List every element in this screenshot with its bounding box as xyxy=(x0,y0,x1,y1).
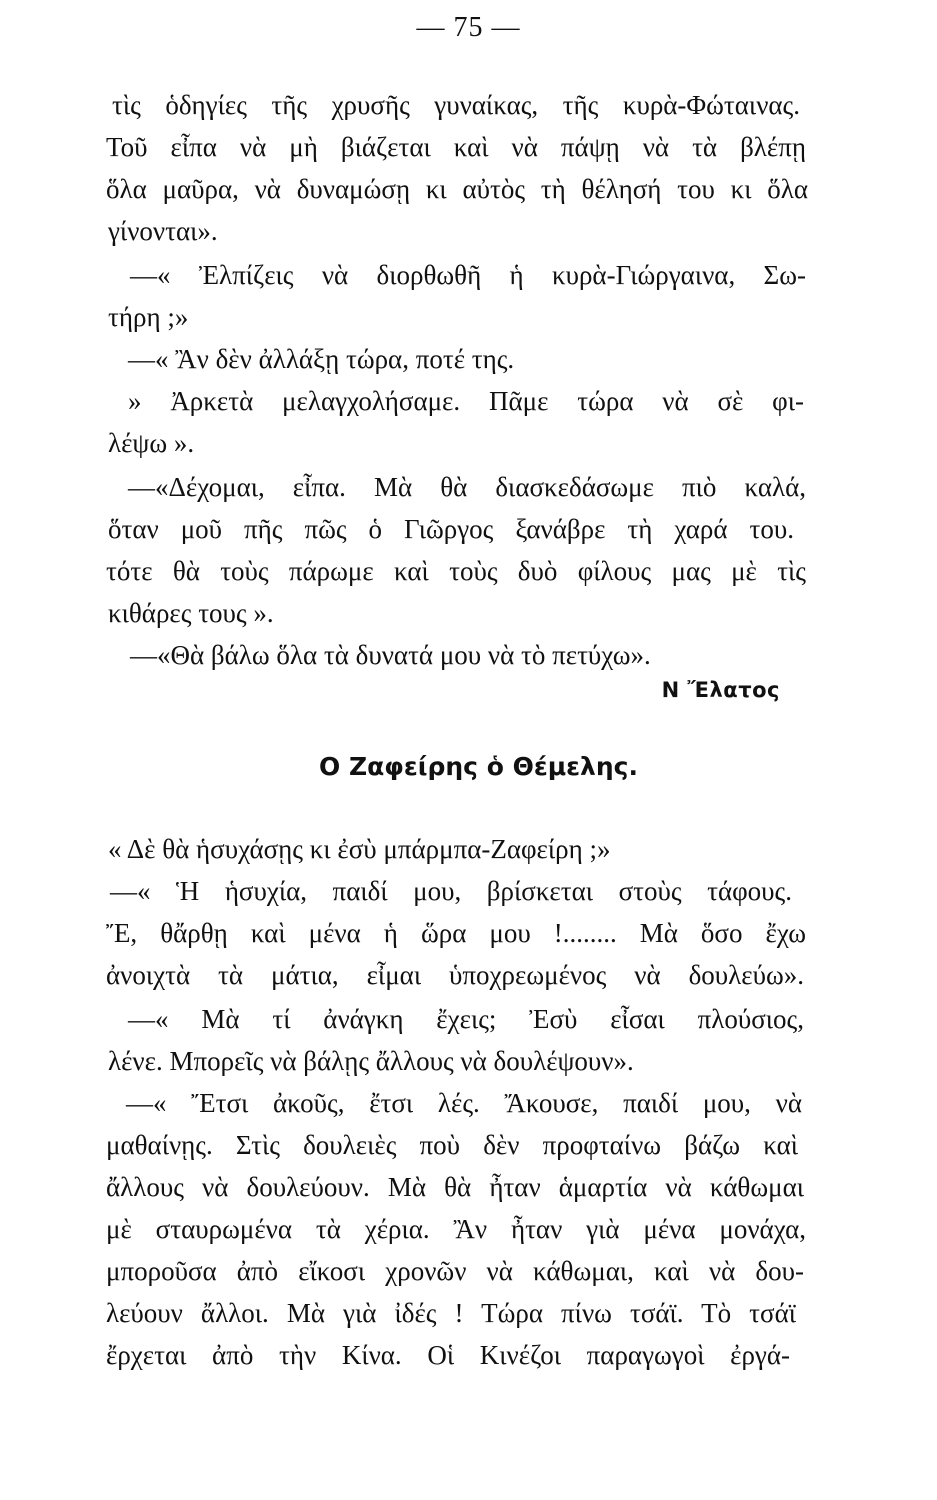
text-line: —«Θὰ βάλω ὅλα τὰ δυνατά μου νὰ τὸ πετύχω». xyxy=(130,640,651,670)
page-number: — 75 — xyxy=(416,12,521,43)
text-line: « Δὲ θὰ ἡσυχάσῃς κι ἐσὺ μπάρμπα-Ζαφείρη ;» xyxy=(108,834,611,864)
text-line: ὅλα μαῦρα, νὰ δυναμώσῃ κι αὐτὸς τὴ θέλησή του κι ὅλα xyxy=(106,174,808,204)
text-line: —« Ἡ ἡσυχία, παιδί μου, βρίσκεται στοὺς τάφους. xyxy=(110,876,792,906)
text-line: —« Μὰ τί ἀνάγκη ἔχεις; Ἐσὺ εἶσαι πλούσιος, xyxy=(128,1004,804,1034)
text-line: μαθαίνῃς. Στὶς δουλειὲς ποὺ δὲν προφταίνω βάζω καὶ xyxy=(106,1130,798,1160)
text-line: —«Δέχομαι, εἶπα. Μὰ θὰ διασκεδάσωμε πιὸ καλά, xyxy=(128,472,806,502)
text-line: Ἔ, θἄρθῃ καὶ μένα ἡ ὥρα μου !........ Μὰ ὅσο ἔχω xyxy=(106,918,806,948)
text-line: τήρη ;» xyxy=(108,302,189,332)
text-line: μὲ σταυρωμένα τὰ χέρια. Ἂν ἦταν γιὰ μένα μονάχα, xyxy=(106,1214,806,1244)
text-line: μποροῦσα ἀπὸ εἴκοσι χρονῶν νὰ κάθωμαι, καὶ νὰ δου- xyxy=(106,1256,804,1286)
text-line: γίνονται». xyxy=(108,216,218,246)
text-line: —« Ἐλπίζεις νὰ διορθωθῆ ἡ κυρὰ-Γιώργαινα, Σω- xyxy=(130,260,806,290)
text-line: τὶς ὁδηγίες τῆς χρυσῆς γυναίκας, τῆς κυρὰ-Φώταινας. xyxy=(112,90,800,120)
text-line: —« Ἔτσι ἀκοῦς, ἔτσι λές. Ἄκουσε, παιδί μου, νὰ xyxy=(126,1088,802,1118)
text-line: Τοῦ εἶπα νὰ μὴ βιάζεται καὶ νὰ πάψῃ νὰ τὰ βλέπῃ xyxy=(106,132,806,162)
text-line: κιθάρες τους ». xyxy=(108,598,274,628)
text-line: λεύουν ἄλλοι. Μὰ γιὰ ἰδές ! Τώρα πίνω τσάϊ. Τὸ τσάϊ xyxy=(106,1298,796,1328)
text-line: ὅταν μοῦ πῆς πῶς ὁ Γιῶργος ξανάβρε τὴ χαρά του. xyxy=(108,514,794,544)
text-line: λένε. Μπορεῖς νὰ βάλῃς ἄλλους νὰ δουλέψουν». xyxy=(108,1046,634,1076)
author-signature: Ν Ἔλατος xyxy=(661,678,780,702)
text-line: —« Ἂν δὲν ἀλλάξῃ τώρα, ποτέ της. xyxy=(128,344,515,374)
section-title: Ο Ζαφείρης ὁ Θέμελης. xyxy=(319,752,638,781)
text-line: ἄλλους νὰ δουλεύουν. Μὰ θὰ ἦταν ἁμαρτία νὰ κάθωμαι xyxy=(106,1172,804,1202)
text-line: » Ἀρκετὰ μελαγχολήσαμε. Πᾶμε τώρα νὰ σὲ φι- xyxy=(128,386,804,416)
text-line: ἔρχεται ἀπὸ τὴν Κίνα. Οἱ Κινέζοι παραγωγοὶ ἐργά- xyxy=(106,1340,790,1370)
text-line: τότε θὰ τοὺς πάρωμε καὶ τοὺς δυὸ φίλους μας μὲ τὶς xyxy=(106,556,806,586)
text-line: λέψω ». xyxy=(108,428,195,458)
text-line: ἀνοιχτὰ τὰ μάτια, εἶμαι ὑποχρεωμένος νὰ δουλεύω». xyxy=(106,960,804,990)
